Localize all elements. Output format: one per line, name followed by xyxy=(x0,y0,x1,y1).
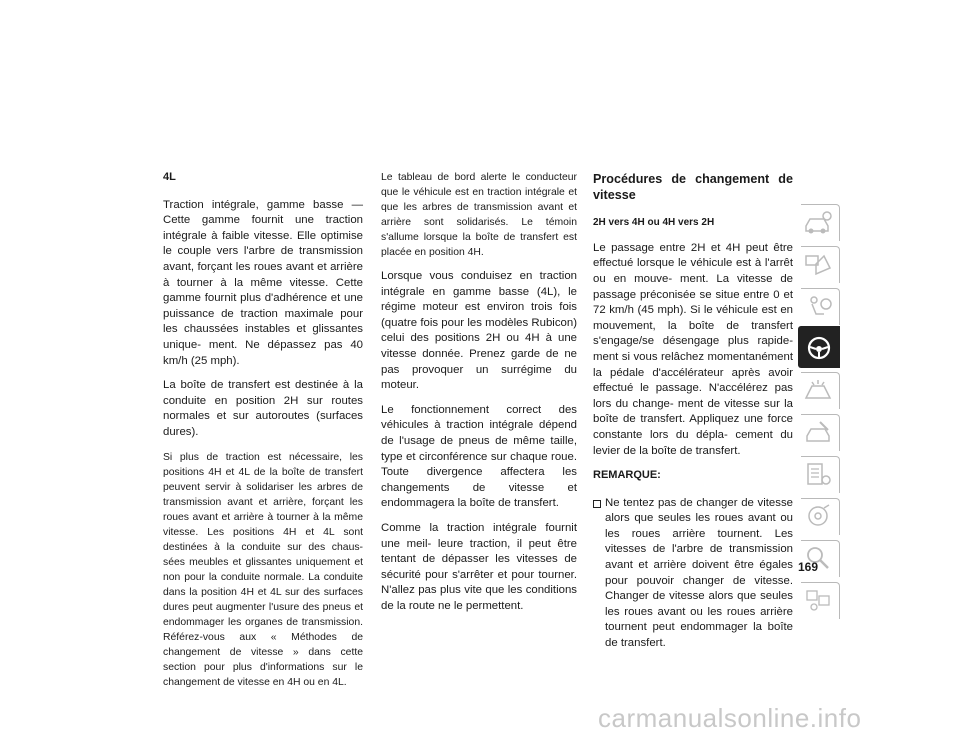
column-left xyxy=(163,170,363,699)
bullet-item xyxy=(593,496,793,652)
specifications-icon xyxy=(802,460,834,488)
chapter-tabs xyxy=(798,200,840,620)
airbag-safety-icon xyxy=(802,292,834,320)
tab-emergency[interactable] xyxy=(798,368,840,410)
paragraph: Lorsque vous conduisez en traction intégrale en gamme basse (4L), le régime moteur est environ trois fois (quatre fois pour les modèles Rubicon) celui des positions 2H ou 4H à une vitesse donnée. Prenez garde de ne pas provoquer un surrégime du moteur. xyxy=(381,270,577,392)
page-number: 169 xyxy=(798,560,819,574)
paragraph: Le passage entre 2H et 4H peut être effectué lorsque le véhicule est à l'arrêt ou en mouve- ment. La vitesse de passage préconisée se situe entre 0 et 72 km/h (45 mph). Si le véhicule est en mouvement, la boîte de transfert s'engage/se désengage plus rapide- ment si vous relâchez momentanément la pédale d'accélérateur après avoir effectué le passage. N'accélérez pas lors du change- ment de vitesse sur la boîte de transfert. Appliquez une force constante lors du dépla- cement du levier de la boîte de transfert. xyxy=(593,241,793,457)
languages-icon xyxy=(802,586,834,614)
paragraph: La boîte de transfert est destinée à la conduite en position 2H sur routes normales et sur autoroutes (surfaces dures). xyxy=(163,379,363,438)
maintenance-icon xyxy=(802,418,834,446)
tab-specifications[interactable] xyxy=(798,452,840,494)
bullet-text: Ne tentez pas de changer de vitesse alors que seules les roues avant ou les roues arrière tournent. Les vitesses de l'arbre de transmission avant et arrière doivent être égales pour pouvoir changer de vitesse. Changer de vitesse alors que seules les roues avant ou les roues arrière tournent peut endommager la boîte de transfert. xyxy=(605,496,793,650)
emergency-icon xyxy=(802,376,834,404)
warning-lights-icon xyxy=(802,250,834,278)
subsection-heading: 2H vers 4H ou 4H vers 2H xyxy=(593,217,715,229)
column-right xyxy=(593,172,793,661)
tab-steering-wheel[interactable] xyxy=(798,326,840,368)
note-label: REMARQUE: xyxy=(593,469,661,482)
paragraph: Le fonctionnement correct des véhicules à traction intégrale dépend de l'usage de pneus de même taille, type et circonférence sur chaque roue. Toute divergence affectera les changements de vitesse et endommagera la boîte de transfert. xyxy=(381,403,577,510)
tab-airbag-safety[interactable] xyxy=(798,284,840,326)
section-heading-4l: 4L xyxy=(163,171,176,183)
tab-warning-lights[interactable] xyxy=(798,242,840,284)
paragraph: Comme la traction intégrale fournit une meil- leure traction, il peut être tentant de dépasser les vitesses de sécurité pour s'arrêter et pour tourner. N'allez pas plus vite que les conditions de la route ne le permettent. xyxy=(381,521,577,612)
bullet-box-icon xyxy=(593,500,601,508)
paragraph: Le tableau de bord alerte le conducteur que le véhicule est en traction intégrale et que les arbres de transmission avant et arrière sont solidarisés. Le témoin s'allume lorsque la boîte de transfert est placée en position 4H. xyxy=(381,172,577,258)
tab-maintenance[interactable] xyxy=(798,410,840,452)
column-middle xyxy=(381,170,577,623)
paragraph: Si plus de traction est nécessaire, les positions 4H et 4L de la boîte de transfert peuvent servir à solidariser les arbres de transmission avant et arrière, forçant les roues avant et arrière à tourner à la même vitesse. Les positions 4H et 4L sont destinées à la conduite sur des chaus- sées meubles et glissantes uniquement et non pour la conduite normale. La conduite dans la position 4H et 4L sur des surfaces dures peut augmenter l'usure des pneus et endommager les organes de transmission. Référez-vous aux « Méthodes de changement de vitesse » dans cette section pour plus d'informations sur le changement de vitesse en 4H ou en 4L. xyxy=(163,451,363,688)
tab-languages[interactable] xyxy=(798,578,840,620)
steering-wheel-icon xyxy=(802,334,834,362)
watermark: carmanualsonline.info xyxy=(598,703,862,733)
multimedia-icon xyxy=(802,502,834,530)
car-info-icon xyxy=(802,208,834,236)
paragraph: Traction intégrale, gamme basse — Cette gamme fournit une traction intégrale à faible vitesse. Elle optimise le couple vers l'arbre de transmission avant, forçant les roues avant et arrière à tourner à la même vitesse. Cette gamme fournit plus d'adhérence et une puissance de traction maximale pour les chaussées instables et glissantes unique- ment. Ne dépassez pas 40 km/h (25 mph). xyxy=(163,198,363,367)
tab-multimedia[interactable] xyxy=(798,494,840,536)
tab-car-info[interactable] xyxy=(798,200,840,242)
section-heading: Procédures de changement de vitesse xyxy=(593,172,793,202)
